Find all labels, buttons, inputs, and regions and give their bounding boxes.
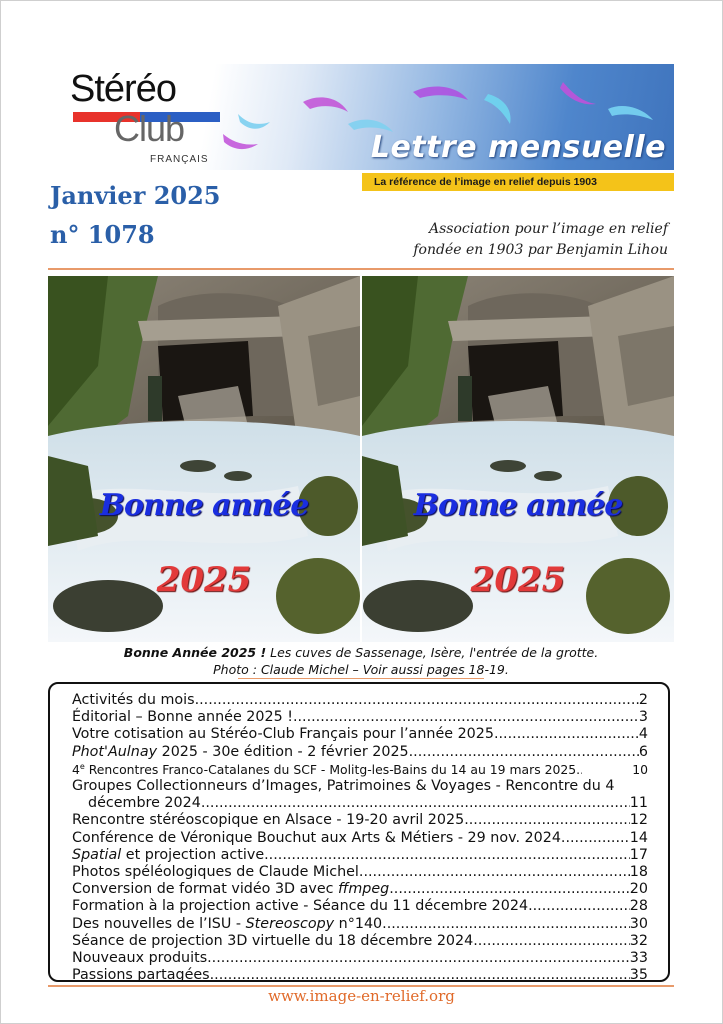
club-logo xyxy=(70,68,220,168)
toc-item[interactable]: 4e Rencontres Franco-Catalanes du SCF - Molitg-les-Bains du 14 au 19 mars 2025. ..... 10 xyxy=(72,761,648,778)
toc-item[interactable]: Éditorial – Bonne année 2025 ! ..... 3 xyxy=(72,709,648,726)
newsletter-title: Lettre mensuelle xyxy=(370,130,666,165)
issue-number: n° 1078 xyxy=(50,220,155,249)
header-banner xyxy=(48,64,674,170)
greeting-text: Bonne année xyxy=(413,488,623,523)
toc-item[interactable]: Groupes Collectionneurs d’Images, Patrimoines & Voyages - Rencontre du 4 xyxy=(72,778,615,795)
issue-date: Janvier 2025 xyxy=(50,181,221,210)
stereo-photo-pair xyxy=(48,276,674,642)
greeting-year: 2025 xyxy=(156,560,252,600)
caption-line-1 xyxy=(48,644,674,661)
toc-item-continuation[interactable]: décembre 2024 ..... 11 xyxy=(72,795,648,812)
toc-item[interactable]: Photos spéléologiques de Claude Michel ..... 18 xyxy=(72,864,648,881)
toc-item[interactable]: Rencontre stéréoscopique en Alsace - 19-20 avril 2025 ..... 12 xyxy=(72,812,648,829)
toc-item[interactable]: Conversion de format vidéo 3D avec ffmpeg ..... 20 xyxy=(72,881,648,898)
greeting-text: Bonne année xyxy=(99,488,309,523)
tagline: La référence de l’image en relief depuis 1903 xyxy=(362,173,674,191)
caption-bold: Bonne Année 2025 ! xyxy=(123,645,267,660)
association-line-2: fondée en 1903 par Benjamin Lihou xyxy=(413,242,668,258)
caption-text: Les cuves de Sassenage, Isère, l'entrée de la grotte. xyxy=(266,645,599,660)
toc-item[interactable]: Votre cotisation au Stéréo-Club Français pour l’année 2025 ..... 4 xyxy=(72,726,648,743)
association-description xyxy=(413,219,668,261)
header-divider xyxy=(48,268,674,270)
greeting-year: 2025 xyxy=(470,560,566,600)
table-of-contents xyxy=(48,682,670,982)
stereo-photo-left xyxy=(48,276,360,642)
toc-item[interactable]: Nouveaux produits ..... 33 xyxy=(72,950,648,967)
toc-item[interactable]: Conférence de Véronique Bouchut aux Arts & Métiers - 29 nov. 2024 ..... 14 xyxy=(72,830,648,847)
toc-item[interactable]: Phot'Aulnay 2025 - 30e édition - 2 février 2025 ..... 6 xyxy=(72,744,648,761)
photo-caption xyxy=(48,644,674,678)
caption-underline xyxy=(238,678,484,679)
toc-item[interactable]: Activités du mois ..... 2 xyxy=(72,692,648,709)
logo-francais-text: FRANÇAIS xyxy=(150,154,209,165)
caption-line-2 xyxy=(48,661,674,678)
toc-item[interactable]: Passions partagées ..... 35 xyxy=(72,967,648,984)
stereo-photo-right xyxy=(362,276,674,642)
logo-stereo-text: Stéréo xyxy=(70,68,176,110)
toc-item[interactable]: Formation à la projection active - Séance du 11 décembre 2024 ..... 28 xyxy=(72,898,648,915)
toc-item[interactable]: Séance de projection 3D virtuelle du 18 décembre 2024 ..... 32 xyxy=(72,933,648,950)
toc-item[interactable]: Spatial et projection active ..... 17 xyxy=(72,847,648,864)
toc-item[interactable]: Des nouvelles de l’ISU - Stereoscopy n°140 ..... 30 xyxy=(72,916,648,933)
logo-club-text: Club xyxy=(114,108,185,149)
website-link[interactable]: www.image-en-relief.org xyxy=(268,987,455,1005)
association-line-1: Association pour l’image en relief xyxy=(429,221,668,237)
caption-photo-credit: Photo : Claude Michel – Voir aussi pages 18-19. xyxy=(213,662,509,677)
